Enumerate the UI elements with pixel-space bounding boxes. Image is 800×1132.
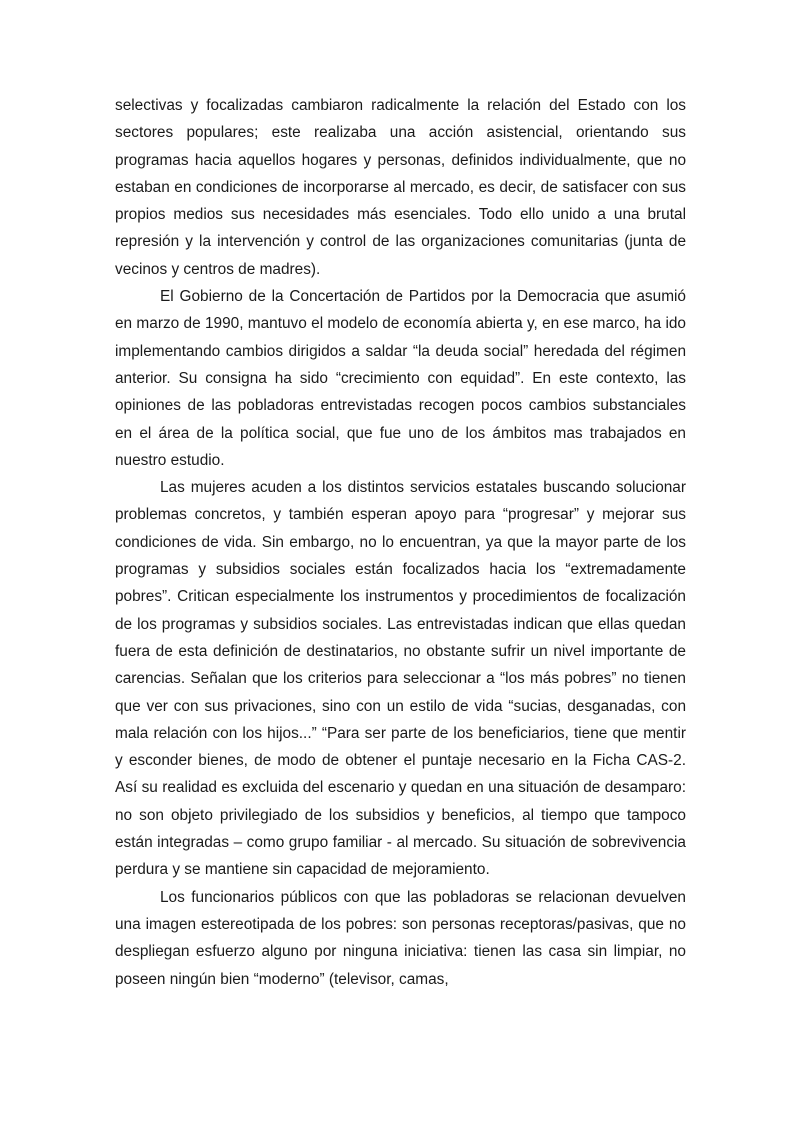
document-page	[115, 92, 686, 993]
paragraph-1: selectivas y focalizadas cambiaron radicalmente la relación del Estado con los sectores populares; este realizaba una acción asistencial, orientando sus programas hacia aquellos hogares y personas, definidos individualmente, que no estaban en condiciones de incorporarse al mercado, es decir, de satisfacer con sus propios medios sus necesidades más esenciales. Todo ello unido a una brutal represión y la intervención y control de las organizaciones comunitarias (junta de vecinos y centros de madres).	[115, 97, 686, 278]
paragraph-2: El Gobierno de la Concertación de Partidos por la Democracia que asumió en marzo de 1990, mantuvo el modelo de economía abierta y, en ese marco, ha ido implementando cambios dirigidos a saldar “la deuda social” heredada del régimen anterior. Su consigna ha sido “crecimiento con equidad”. En este contexto, las opiniones de las pobladoras entrevistadas recogen pocos cambios substanciales en el área de la política social, que fue uno de los ámbitos mas trabajados en nuestro estudio.	[115, 288, 686, 469]
paragraph-3: Las mujeres acuden a los distintos servicios estatales buscando solucionar problemas concretos, y también esperan apoyo para “progresar” y mejorar sus condiciones de vida. Sin embargo, no lo encuentran, ya que la mayor parte de los programas y subsidios sociales están focalizados hacia los “extremadamente pobres”. Critican especialmente los instrumentos y procedimientos de focalización de los programas y subsidios sociales. Las entrevistadas indican que ellas quedan fuera de esta definición de destinatarios, no obstante sufrir un nivel importante de carencias. Señalan que los criterios para seleccionar a “los más pobres” no tienen que ver con sus privaciones, sino con un estilo de vida “sucias, desganadas, con mala relación con los hijos...” “Para ser parte de los beneficiarios, tiene que mentir y esconder bienes, de modo de obtener el puntaje necesario en la Ficha CAS-2. Así su realidad es excluida del escenario y quedan en una situación de desamparo: no son objeto privilegiado de los subsidios y beneficios, al tiempo que tampoco están integradas – como grupo familiar - al mercado. Su situación de sobrevivencia perdura y se mantiene sin capacidad de mejoramiento.	[115, 479, 686, 879]
paragraph-4: Los funcionarios públicos con que las pobladoras se relacionan devuelven una imagen estereotipada de los pobres: son personas receptoras/pasivas, que no despliegan esfuerzo alguno por ninguna iniciativa: tienen las casa sin limpiar, no poseen ningún bien “moderno” (televisor, camas,	[115, 888, 686, 988]
